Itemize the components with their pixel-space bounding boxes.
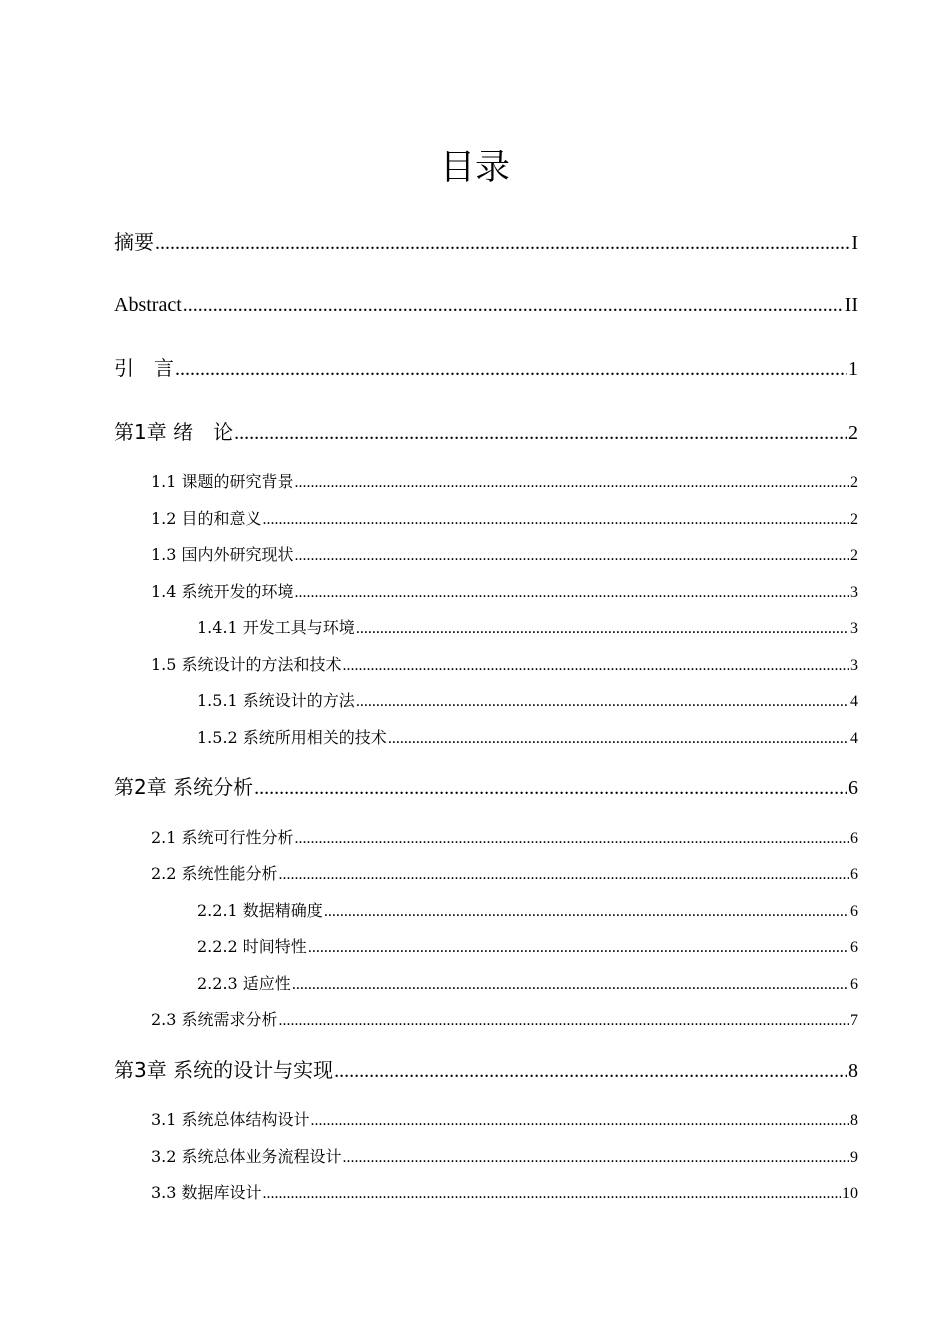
toc-entry[interactable]	[197, 727, 858, 750]
toc-page-number: 3	[850, 620, 858, 637]
toc-page-number: II	[844, 294, 858, 316]
toc-dot-leader	[334, 1058, 847, 1084]
toc-dot-leader	[295, 582, 849, 604]
toc-entry-label: 2.2.2 时间特性	[197, 937, 307, 956]
toc-entry-label: 1.5.2 系统所用相关的技术	[197, 728, 387, 747]
toc-page-number: 6	[848, 777, 858, 799]
toc-entry[interactable]	[151, 1182, 858, 1205]
toc-entry-label: 1.2 目的和意义	[151, 509, 262, 528]
toc-dot-leader	[263, 1183, 841, 1205]
toc-entry-label: Abstract	[114, 294, 182, 316]
toc-page-number: 3	[850, 584, 858, 601]
toc-page-number: I	[851, 232, 858, 254]
toc-page-number: 6	[850, 976, 858, 993]
toc-entry-label: 1.1 课题的研究背景	[151, 472, 294, 491]
toc-entry[interactable]	[151, 827, 858, 850]
toc-entry-label: 2.3 系统需求分析	[151, 1010, 278, 1029]
toc-page-number: 9	[850, 1149, 858, 1166]
toc-entry[interactable]	[197, 690, 858, 713]
toc-dot-leader	[324, 901, 849, 923]
toc-page-number: 2	[848, 422, 858, 444]
toc-entry[interactable]	[197, 900, 858, 923]
toc-dot-leader	[356, 618, 849, 640]
toc-dot-leader	[279, 864, 849, 886]
toc-dot-leader	[175, 356, 847, 382]
toc-page-number: 6	[850, 903, 858, 920]
toc-page-number: 8	[848, 1060, 858, 1082]
toc-entry[interactable]	[114, 355, 858, 382]
toc-page-number: 3	[850, 657, 858, 674]
toc-dot-leader	[234, 420, 847, 446]
toc-entry[interactable]	[151, 508, 858, 531]
toc-entry-label: 第3章 系统的设计与实现	[114, 1058, 334, 1082]
toc-dot-leader	[263, 509, 849, 531]
toc-page-number: 6	[850, 939, 858, 956]
toc-entry-label: 1.4 系统开发的环境	[151, 582, 294, 601]
toc-dot-leader	[388, 728, 849, 750]
toc-entry-label: 1.5 系统设计的方法和技术	[151, 655, 342, 674]
toc-entry-label: 第1章 绪 论	[114, 420, 234, 444]
toc-page-number: 6	[850, 830, 858, 847]
toc-page-number: 6	[850, 866, 858, 883]
toc-entry[interactable]	[151, 1109, 858, 1132]
toc-entry-label: 2.2 系统性能分析	[151, 864, 278, 883]
toc-entry[interactable]	[151, 581, 858, 604]
toc-page-number: 4	[850, 730, 858, 747]
toc-dot-leader	[295, 472, 849, 494]
toc-dot-leader	[279, 1010, 849, 1032]
toc-entry-label: 第2章 系统分析	[114, 775, 254, 799]
toc-page-number: 1	[848, 358, 858, 380]
toc-entry[interactable]	[151, 471, 858, 494]
toc-entry[interactable]	[114, 774, 858, 801]
toc-entry[interactable]	[151, 544, 858, 567]
toc-dot-leader	[308, 937, 849, 959]
toc-dot-leader	[343, 655, 849, 677]
toc-page-number: 10	[842, 1185, 858, 1202]
toc-entry-label: 3.3 数据库设计	[151, 1183, 262, 1202]
toc-dot-leader	[295, 545, 849, 567]
toc-entry-label: 3.1 系统总体结构设计	[151, 1110, 310, 1129]
toc-dot-leader	[155, 230, 850, 256]
toc-page-number: 7	[850, 1012, 858, 1029]
toc-entry-label: 1.4.1 开发工具与环境	[197, 618, 355, 637]
toc-entry[interactable]	[151, 1146, 858, 1169]
toc-entry[interactable]	[151, 863, 858, 886]
toc-entry[interactable]	[151, 654, 858, 677]
toc-page-number: 2	[850, 474, 858, 491]
toc-entry-label: 2.2.3 适应性	[197, 974, 291, 993]
toc-entry-label: 1.5.1 系统设计的方法	[197, 691, 355, 710]
toc-dot-leader	[254, 775, 847, 801]
toc-entry[interactable]	[114, 229, 858, 256]
toc-entry[interactable]	[114, 419, 858, 446]
toc-page-number: 4	[850, 693, 858, 710]
toc-entry-label: 2.1 系统可行性分析	[151, 828, 294, 847]
toc-entry-label: 引 言	[114, 356, 174, 380]
toc-dot-leader	[292, 974, 849, 996]
toc-dot-leader	[311, 1110, 849, 1132]
toc-entry[interactable]	[197, 973, 858, 996]
toc-entry-label: 1.3 国内外研究现状	[151, 545, 294, 564]
toc-dot-leader	[356, 691, 849, 713]
page-title: 目录	[439, 148, 510, 188]
toc-entry[interactable]	[114, 292, 858, 318]
toc-entry[interactable]	[197, 617, 858, 640]
toc-entry-label: 摘要	[114, 230, 154, 254]
toc-entry[interactable]	[197, 936, 858, 959]
toc-dot-leader	[343, 1147, 849, 1169]
toc-dot-leader	[183, 292, 844, 318]
toc-entry-label: 3.2 系统总体业务流程设计	[151, 1147, 342, 1166]
toc-page-number: 2	[850, 511, 858, 528]
toc-entry-label: 2.2.1 数据精确度	[197, 901, 323, 920]
toc-dot-leader	[295, 828, 849, 850]
toc-entry[interactable]	[151, 1009, 858, 1032]
toc-entry[interactable]	[114, 1057, 858, 1084]
toc-page-number: 8	[850, 1112, 858, 1129]
toc-page-number: 2	[850, 547, 858, 564]
